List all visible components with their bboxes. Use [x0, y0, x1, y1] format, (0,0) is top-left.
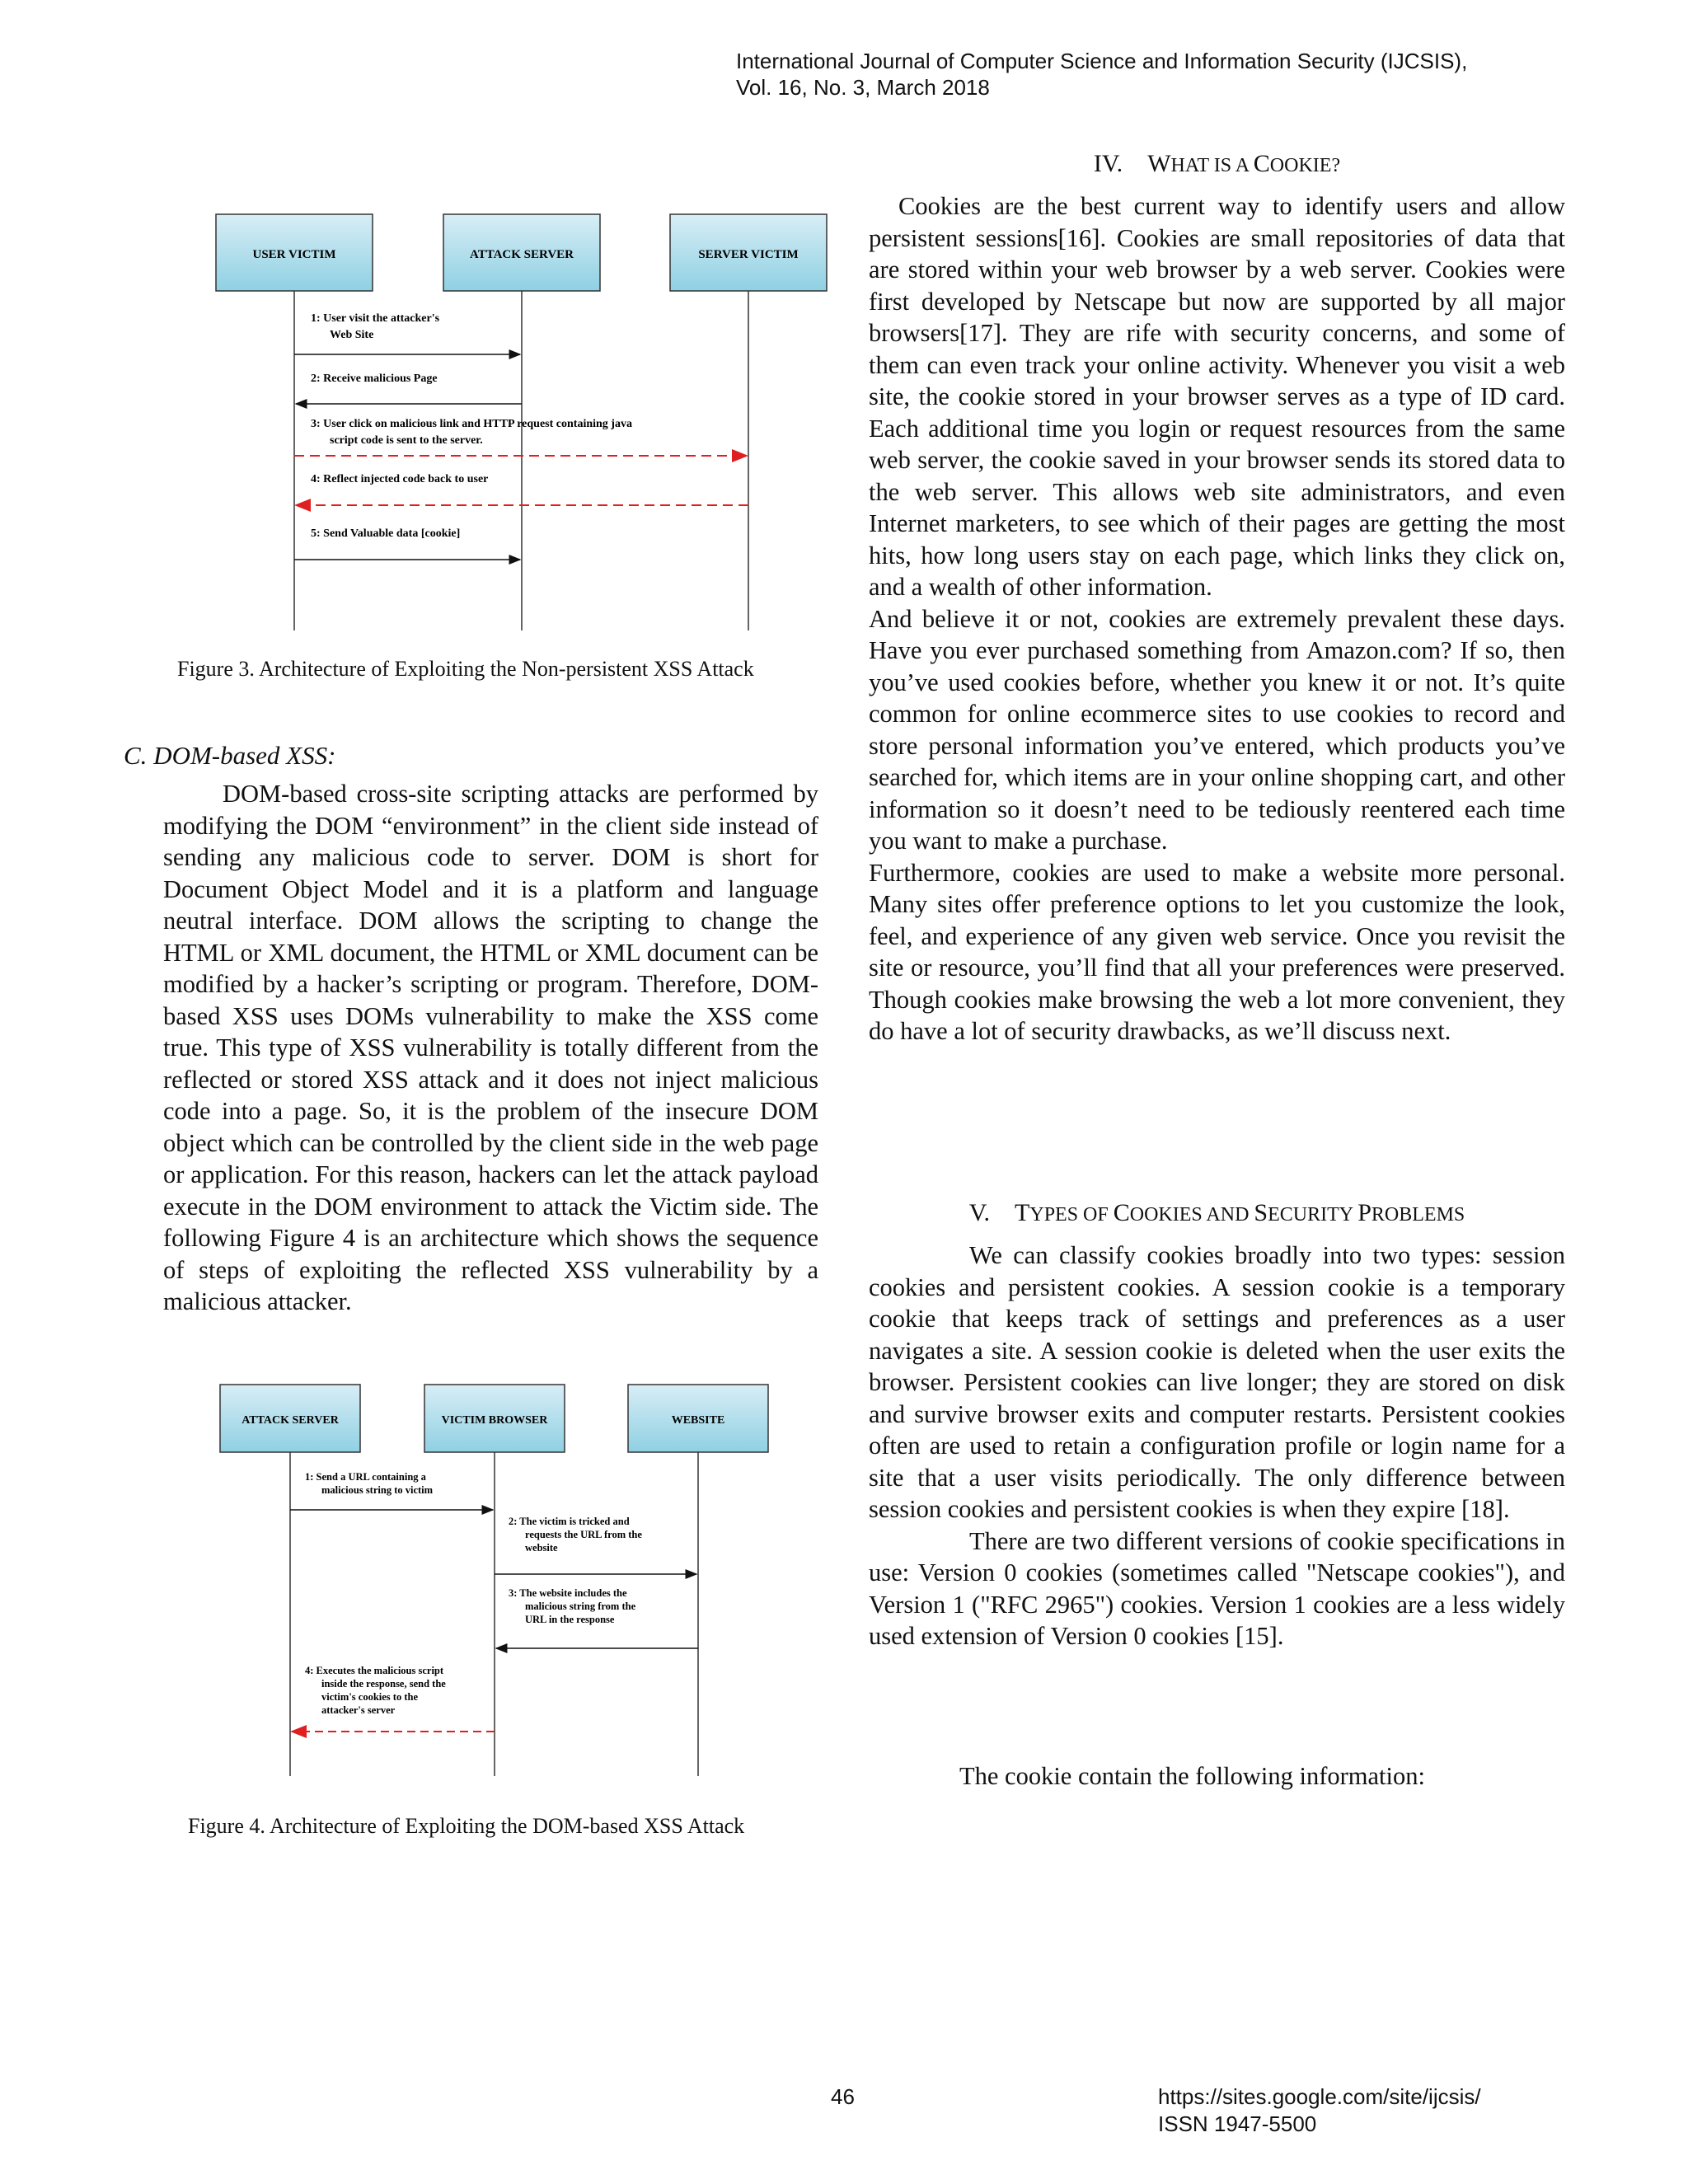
page-number: 46 [831, 2084, 855, 2109]
section-c-body [163, 778, 818, 1318]
section-v-paragraph-1: We can classify cookies broadly into two types: session cookies and persistent cookies. A session cookie is a temporary cookie that keeps track of settings and preferences as a user navigates a site. A session cookie is deleted when the user exits the browser. Persistent cookies can live longer; they are stored on disk and survive browser exits and computer restarts. Persistent cookies often are used to retain a configuration profile or login name for a site that a user visits periodically. The only difference between session cookies and persistent cookies is when they expire [18]. [869, 1241, 1565, 1523]
section-iv-paragraph-2: And believe it or not, cookies are extremely prevalent these days. Have you ever purchased something from Amazon.com? If so, then you’ve used cookies before, whether you knew it or not. It’s quite common for online ecommerce sites to use cookies to record and store personal information you’ve entered, which products you’ve searched for, which items are in your online shopping cart, and other information so it doesn’t need to be tediously reentered each time you want to make a purchase. [869, 604, 1565, 855]
section-iv-title-w: W [1147, 150, 1171, 177]
fig4-step-4-line-4: attacker's server [321, 1704, 396, 1716]
fig4-step-3-line-2: malicious string from the [525, 1601, 636, 1612]
fig4-step-3-line-1: 3: The website includes the [509, 1587, 627, 1599]
section-v-number: V. [968, 1199, 991, 1226]
step-3-label-cont: script code is sent to the server. [330, 434, 483, 447]
section-v-title-part: ECURITY [1268, 1204, 1358, 1226]
section-v-paragraph-2: There are two different versions of cookie specifications in use: Version 0 cookies (sometimes called "Netscape cookies"), and Version 1 ("RFC 2965") cookies. Version 1 cookies are a less widely used extension of Version 0 cookies [15]. [869, 1526, 1565, 1650]
journal-volume: Vol. 16, No. 3, March 2018 [736, 75, 990, 100]
step-1-label: 1: User visit the attacker's [311, 312, 440, 325]
section-c-heading: C. DOM-based XSS: [124, 741, 336, 770]
fig4-step-2-line-2: requests the URL from the [525, 1529, 642, 1540]
step-3-label: 3: User click on malicious link and HTTP request containing java [311, 418, 632, 430]
box-attack-server-4: ATTACK SERVER [241, 1414, 339, 1427]
step-1-label-cont: Web Site [330, 329, 374, 341]
fig4-step-2-line-3: website [525, 1542, 558, 1554]
figure-3-diagram [206, 206, 841, 635]
section-iv-title-c: C [1253, 150, 1270, 177]
section-iv-heading [869, 148, 1565, 181]
box-attack-server: ATTACK SERVER [469, 248, 574, 261]
fig4-step-3-line-3: URL in the response [525, 1614, 615, 1625]
section-v-title-part: YPES OF [1029, 1204, 1114, 1226]
lifeline-server-victim [670, 214, 827, 630]
figure-3-caption: Figure 3. Architecture of Exploiting the Non-persistent XSS Attack [177, 657, 754, 681]
figure-4-diagram [210, 1376, 787, 1780]
section-v-title-part: ROBLEMS [1371, 1204, 1465, 1226]
lifeline-victim-browser [424, 1385, 565, 1776]
box-website: WEBSITE [671, 1414, 725, 1427]
fig4-step-4-line-3: victim's cookies to the [321, 1691, 418, 1703]
step-5-label: 5: Send Valuable data [cookie] [311, 527, 461, 540]
section-v-title-part: S [1254, 1199, 1268, 1226]
journal-title: International Journal of Computer Science and Information Security (IJCSIS), [736, 49, 1468, 73]
section-iv-paragraph-3: Furthermore, cookies are used to make a website more personal. Many sites offer preference options to let you customize the look, feel, and experience of any given web service. Once you revisit the site or resource, you’ll find that all your preferences were preserved. Though cookies make browsing the web a lot more convenient, they do have a lot of security drawbacks, as we’ll discuss next. [869, 858, 1565, 1045]
section-v-title-part: T [1015, 1199, 1030, 1226]
section-iv-number: IV. [1093, 150, 1123, 177]
section-iv-body [869, 190, 1565, 1047]
section-iv-paragraph-1: Cookies are the best current way to identify users and allow persistent sessions[16]. Cookies are small repositories of data that are stored within your web browser by a web server. Cookies were first developed by Netscape but now are supported by all major browsers[17]. They are rife with security concerns, and some of them can even track your online activity. Whenever you visit a web site, the cookie stored in your browser serves as a type of ID card. Each additional time you login or request resources from the same web server, the cookie saved in your browser sends its stored data to the web server. This allows web site administrators, and even Internet marketers, to see which of their pages are getting the most hits, how long users stay on each page, which links they click on, and a wealth of other information. [869, 192, 1565, 601]
section-v-title-part: P [1357, 1199, 1372, 1226]
fig4-step-1-line-2: malicious string to victim [321, 1484, 434, 1496]
figure-4-caption: Figure 4. Architecture of Exploiting the DOM-based XSS Attack [188, 1814, 745, 1838]
section-iv-title-rest2: OOKIE? [1269, 155, 1341, 176]
fig4-step-1-line-1: 1: Send a URL containing a [305, 1471, 426, 1483]
step-2-label: 2: Receive malicious Page [311, 373, 438, 385]
section-iv-title-rest: HAT IS A [1170, 155, 1254, 176]
section-v-body [869, 1240, 1565, 1652]
footer-url: https://sites.google.com/site/ijcsis/ [1158, 2084, 1481, 2109]
section-v-title-part: C [1113, 1199, 1130, 1226]
box-server-victim: SERVER VICTIM [698, 248, 799, 261]
section-v-heading [869, 1197, 1565, 1230]
section-v-closing [869, 1760, 1565, 1793]
section-v-title-part: OOKIES AND [1129, 1204, 1254, 1226]
section-c-paragraph: DOM-based cross-site scripting attacks are performed by modifying the DOM “environment” in the client side instead of sending any malicious code to server. DOM is short for Document Object Model and it is a platform and language neutral interface. DOM allows the scripting to change the HTML or XML document, the HTML or XML document can be modified by a hacker’s scripting or program. Therefore, DOM-based XSS uses DOMs vulnerability to make the XSS come true. This type of XSS vulnerability is totally different from the reflected or stored XSS attack and it does not inject malicious code into a page. So, it is the problem of the insecure DOM object which can be controlled by the client side in the web page or application. For this reason, hackers can let the attack payload execute in the DOM environment to attack the Victim side. The following Figure 4 is an architecture which shows the sequence of steps of exploiting the reflected XSS vulnerability by a malicious attacker. [163, 780, 818, 1315]
fig4-step-4-line-2: inside the response, send the [321, 1678, 446, 1690]
lifeline-attack-server-4 [220, 1385, 360, 1776]
box-victim-browser: VICTIM BROWSER [441, 1414, 548, 1427]
section-v-paragraph-3: The cookie contain the following information: [959, 1762, 1425, 1790]
fig4-step-4-line-1: 4: Executes the malicious script [305, 1665, 444, 1676]
box-user-victim: USER VICTIM [252, 248, 336, 261]
step-4-label: 4: Reflect injected code back to user [311, 473, 489, 485]
footer-issn: ISSN 1947-5500 [1158, 2111, 1317, 2136]
fig4-step-2-line-1: 2: The victim is tricked and [509, 1516, 630, 1527]
lifeline-website [628, 1385, 768, 1776]
